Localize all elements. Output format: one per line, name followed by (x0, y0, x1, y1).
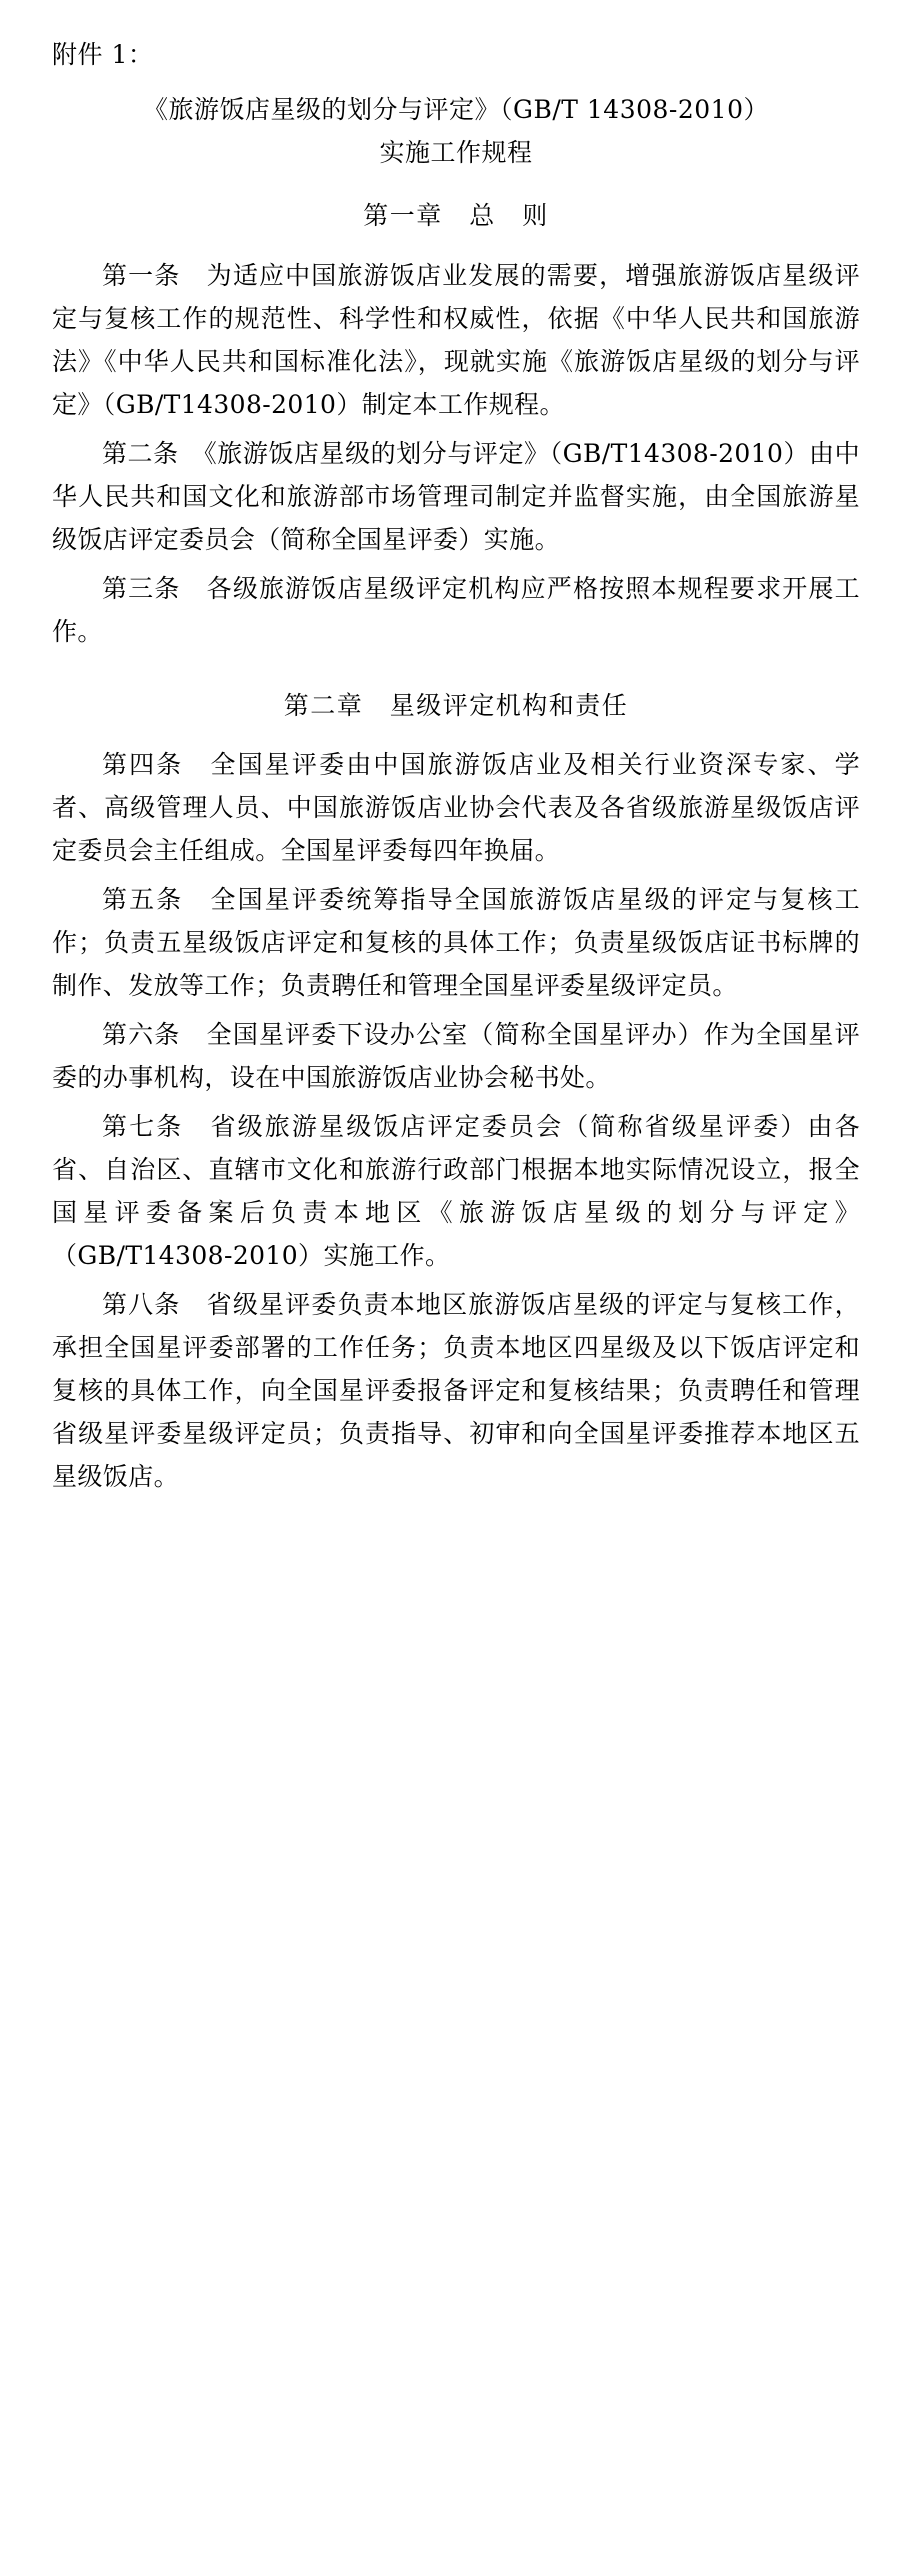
paragraph-article-1: 第一条 为适应中国旅游饭店业发展的需要，增强旅游饭店星级评定与复核工作的规范性、科学性和权威性，依据《中华人民共和国旅游法》《中华人民共和国标准化法》，现就实施《旅游饭店星级的划分与评定》（GB/T14308-2010）制定本工作规程。 (52, 260, 860, 419)
attachment-label: 附件 1： (52, 40, 154, 69)
section-spacer (52, 659, 860, 669)
paragraph-article-3: 第三条 各级旅游饭店星级评定机构应严格按照本规程要求开展工作。 (52, 573, 860, 646)
paragraph-article-6: 第六条 全国星评委下设办公室（简称全国星评办）作为全国星评委的办事机构，设在中国旅游饭店业协会秘书处。 (52, 1020, 860, 1093)
paragraph-article-7: 第七条 省级旅游星级饭店评定委员会（简称省级星评委）由各省、自治区、直辖市文化和旅游行政部门根据本地实际情况设立，报全国星评委备案后负责本地区《旅游饭店星级的划分与评定》（GB/T14308-2010）实施工作。 (52, 1112, 860, 1271)
document-title-line-1: 《旅游饭店星级的划分与评定》（GB/T 14308-2010） (143, 94, 769, 124)
chapter-1-heading: 第一章 总 则 (363, 201, 549, 231)
paragraph-article-4: 第四条 全国星评委由中国旅游饭店业及相关行业资深专家、学者、高级管理人员、中国旅游饭店业协会代表及各省级旅游星级饭店评定委员会主任组成。全国星评委每四年换届。 (52, 750, 860, 866)
paragraph-article-5: 第五条 全国星评委统筹指导全国旅游饭店星级的评定与复核工作；负责五星级饭店评定和复核的具体工作；负责星级饭店证书标牌的制作、发放等工作；负责聘任和管理全国星评委星级评定员。 (52, 885, 860, 1001)
chapter-2-heading: 第二章 星级评定机构和责任 (283, 690, 629, 720)
document-title-line-2: 实施工作规程 (379, 138, 533, 167)
paragraph-article-2: 第二条 《旅游饭店星级的划分与评定》（GB/T14308-2010）由中华人民共和国文化和旅游部市场管理司制定并监督实施，由全国旅游星级饭店评定委员会（简称全国星评委）实施。 (52, 438, 860, 554)
paragraph-article-8: 第八条 省级星评委负责本地区旅游饭店星级的评定与复核工作，承担全国星评委部署的工作任务；负责本地区四星级及以下饭店评定和复核的具体工作，向全国星评委报备评定和复核结果；负责聘任和管理省级星评委星级评定员；负责指导、初审和向全国星评委推荐本地区五星级饭店。 (52, 1290, 860, 1492)
